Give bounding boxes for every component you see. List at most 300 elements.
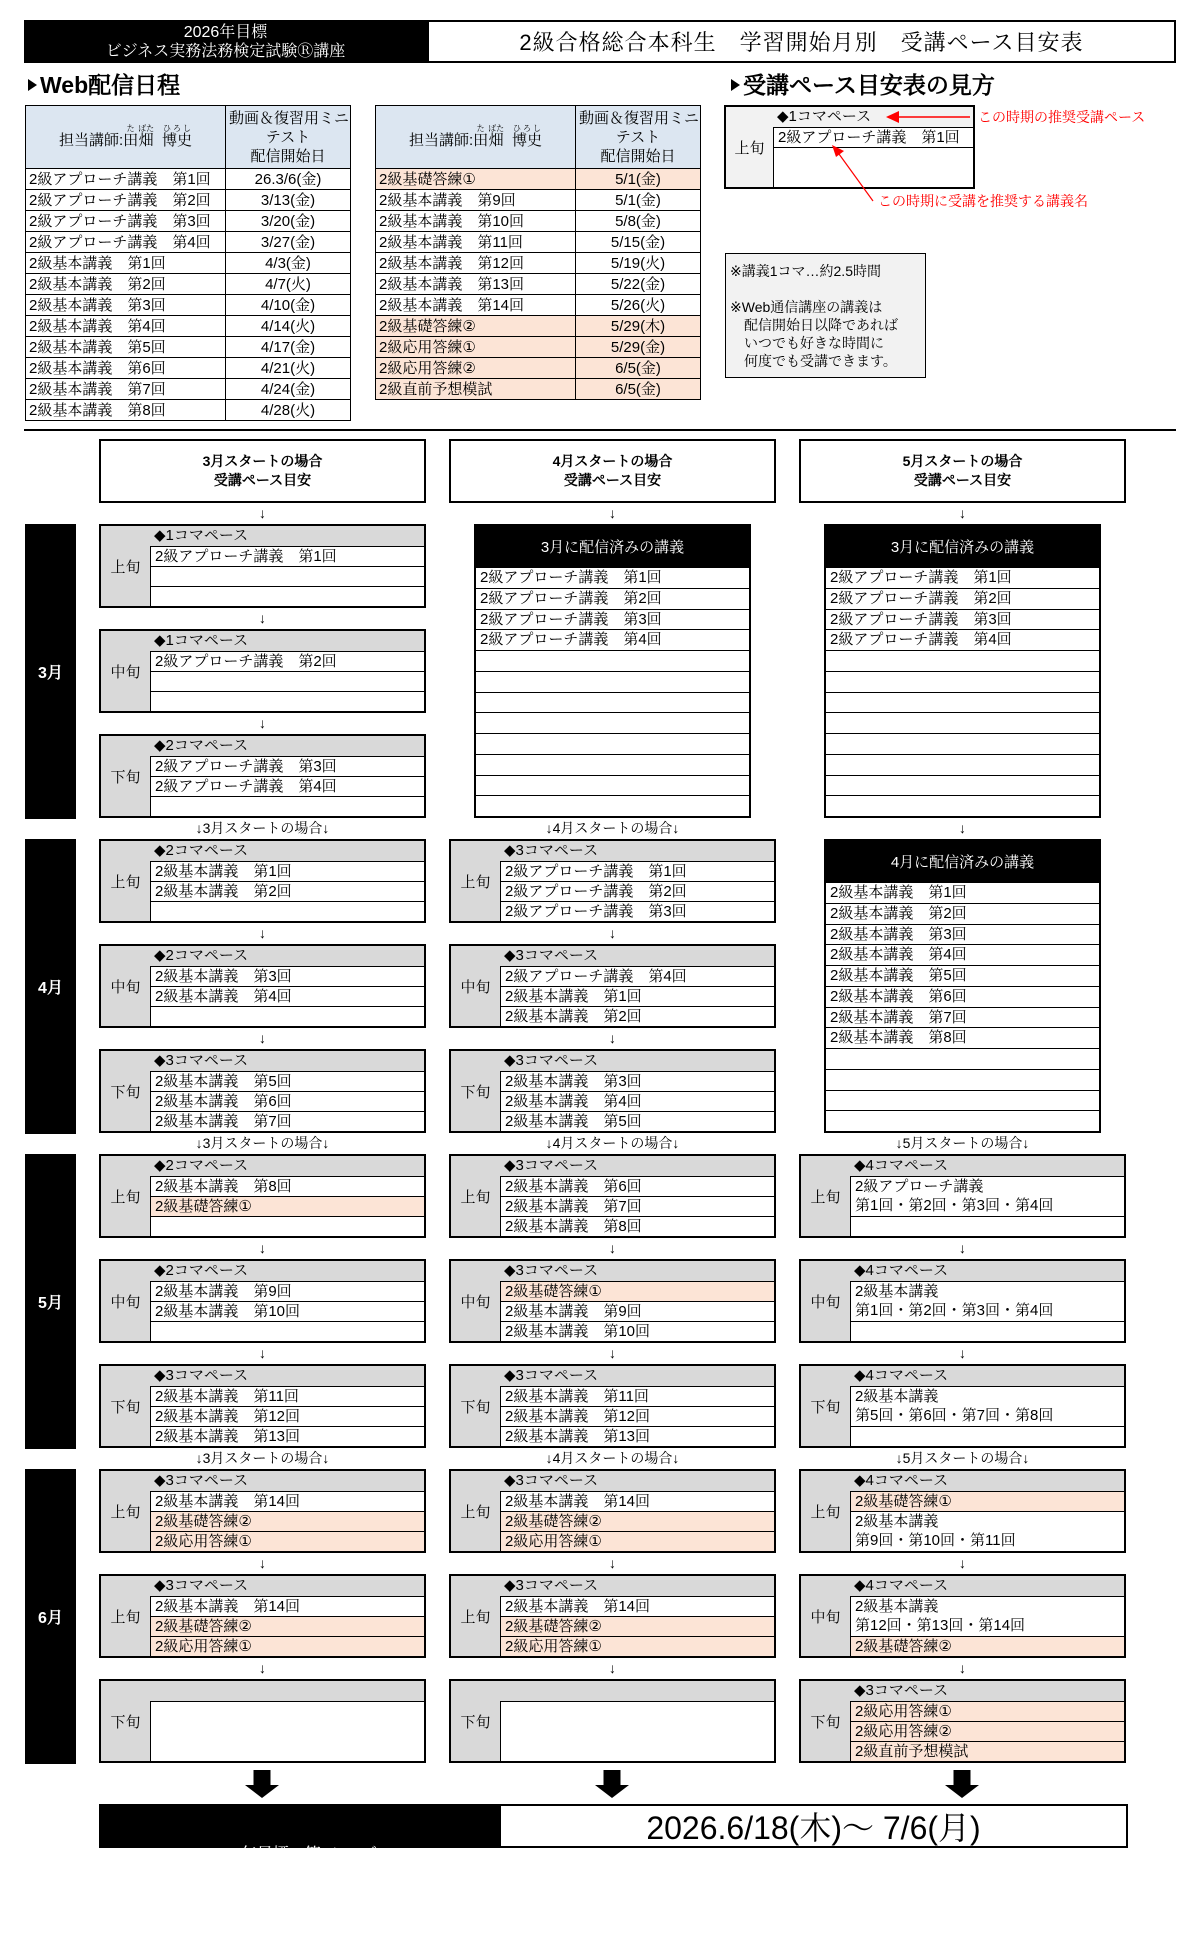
column-header-march-start	[99, 439, 426, 503]
pace-label: ◆3コマペース	[154, 1367, 249, 1384]
empty-row	[826, 1048, 1099, 1069]
drill-row: 2級基礎答練②	[500, 1616, 774, 1636]
empty-row	[150, 586, 424, 606]
plan-b-april	[449, 839, 776, 1154]
period-label: 中旬	[110, 1293, 141, 1311]
lecture-row-multiline	[850, 1386, 1124, 1426]
section-divider	[24, 429, 1176, 431]
delivered-row: 2級基本講義 第3回	[826, 924, 1099, 945]
block-body	[150, 1261, 424, 1341]
pace-label: ◆2コマペース	[154, 1157, 249, 1174]
pace-label: ◆3コマペース	[854, 1682, 949, 1699]
delivered-lectures-box	[824, 524, 1101, 818]
lecture-name: 2級基本講義	[855, 1598, 939, 1615]
drill-row: 2級応用答練①	[500, 1636, 774, 1656]
pace-label: ◆3コマペース	[504, 1052, 599, 1069]
empty-row	[476, 775, 749, 796]
date-cell: 5/19(火)	[576, 253, 701, 274]
schedule-row	[26, 400, 351, 421]
period-label: 中旬	[110, 978, 141, 996]
period-label: 上旬	[110, 1503, 141, 1521]
period-label: 上旬	[110, 1608, 141, 1626]
date-cell: 5/15(金)	[576, 232, 701, 253]
course-badge-line1: 2026年目標	[183, 24, 268, 41]
annotation-pace: この時期の推奨受講ペース	[978, 109, 1146, 125]
pace-block	[449, 1574, 776, 1658]
note-duration: ※講義1コマ…約2.5時間	[730, 263, 881, 279]
pace-block	[99, 1259, 426, 1343]
lecture-row: 2級基本講義 第4回	[150, 986, 424, 1006]
block-body	[150, 946, 424, 1026]
lecture-row-multiline	[850, 1281, 1124, 1321]
period-label: 上旬	[460, 1503, 491, 1521]
pace-block	[449, 1154, 776, 1238]
pace-label: ◆2コマペース	[154, 842, 249, 859]
date-cell: 3/13(金)	[226, 190, 351, 211]
annotation-arrows-icon	[0, 0, 1201, 260]
period-label: 上旬	[110, 873, 141, 891]
plan-c-may	[799, 1154, 1126, 1469]
period-label: 下旬	[810, 1398, 841, 1416]
block-body	[850, 1366, 1124, 1446]
plan-a-april	[99, 839, 426, 1154]
lecture-row: 2級基本講義 第14回	[500, 1596, 774, 1616]
empty-row	[150, 796, 424, 816]
transition-label: ↓3月スタートの場合↓	[195, 1135, 330, 1151]
delivered-lectures-box	[824, 839, 1101, 1133]
empty-row	[150, 671, 424, 691]
name-kanji: 田	[123, 132, 139, 149]
pace-label: ◆3コマペース	[504, 1577, 599, 1594]
date-cell: 3/20(金)	[226, 211, 351, 232]
date-cell: 5/22(金)	[576, 274, 701, 295]
lecture-cell: 2級基本講義 第7回	[26, 379, 226, 400]
down-arrow-icon: ↓	[959, 1345, 966, 1361]
transition-label: ↓5月スタートの場合↓	[895, 1450, 1030, 1466]
delivered-row: 2級アプローチ講義 第1回	[826, 567, 1099, 588]
drill-row: 2級基礎答練②	[850, 1636, 1124, 1656]
lecture-row: 2級基本講義 第12回	[500, 1406, 774, 1426]
lecture-cell: 2級基本講義 第11回	[376, 232, 576, 253]
delivered-title: 3月に配信済みの講義	[826, 526, 1099, 567]
period-label: 中旬	[460, 978, 491, 996]
empty-area	[500, 1701, 774, 1761]
empty-area	[150, 1701, 424, 1761]
transition-label: ↓4月スタートの場合↓	[545, 1135, 680, 1151]
empty-row	[150, 1006, 424, 1026]
column-title: 4月スタートの場合	[552, 453, 673, 469]
lecture-cell: 2級基本講義 第6回	[26, 358, 226, 379]
pace-block	[449, 1469, 776, 1553]
name-kanji: 畑	[488, 132, 505, 149]
transition-label: ↓4月スタートの場合↓	[545, 1450, 680, 1466]
plan-b-march	[449, 524, 776, 839]
empty-row	[476, 754, 749, 775]
lecture-row: 2級基本講義 第9回	[500, 1301, 774, 1321]
web-schedule-title: Web配信日程	[40, 72, 181, 98]
lecture-row: 2級基本講義 第5回	[500, 1111, 774, 1131]
pace-block	[449, 839, 776, 923]
lecture-cell: 2級基礎答練①	[376, 169, 576, 190]
block-body	[500, 1261, 774, 1341]
lecture-name: 2級基本講義	[855, 1388, 939, 1405]
period-label: 上旬	[810, 1503, 841, 1521]
pace-label: ◆3コマペース	[504, 1262, 599, 1279]
down-arrow-icon: ↓	[609, 1240, 616, 1256]
down-arrow-icon: ↓	[259, 925, 266, 941]
empty-row	[826, 1110, 1099, 1131]
lecture-sessions: 第1回・第2回・第3回・第4回	[855, 1302, 1054, 1319]
delivered-row: 2級アプローチ講義 第2回	[476, 588, 749, 609]
exam-label-badge	[99, 1804, 499, 1920]
lecture-row: 2級基本講義 第12回	[150, 1406, 424, 1426]
lecture-row: 2級基本講義 第7回	[500, 1196, 774, 1216]
schedule-row	[26, 379, 351, 400]
column-title: 3月スタートの場合	[202, 453, 323, 469]
empty-row	[826, 754, 1099, 775]
month-bar-june: 6月	[25, 1469, 76, 1764]
pace-label: ◆4コマペース	[854, 1367, 949, 1384]
date-cell: 5/26(火)	[576, 295, 701, 316]
pace-block	[799, 1259, 1126, 1343]
delivered-row: 2級アプローチ講義 第4回	[826, 629, 1099, 650]
lecture-row: 2級基本講義 第8回	[500, 1216, 774, 1236]
period-label: 中旬	[460, 1293, 491, 1311]
down-arrow-icon: ↓	[259, 1555, 266, 1571]
block-body	[150, 1051, 424, 1131]
lecture-row: 2級基本講義 第2回	[150, 881, 424, 901]
period-label: 下旬	[460, 1083, 491, 1101]
note-spacer	[730, 280, 925, 298]
down-arrow-icon: ↓	[959, 1240, 966, 1256]
column-header-may-start	[799, 439, 1126, 503]
lecture-row: 2級基本講義 第10回	[500, 1321, 774, 1341]
lecture-cell: 2級直前予想模試	[376, 379, 576, 400]
pace-label: ◆2コマペース	[154, 947, 249, 964]
lecture-row: 2級基本講義 第10回	[150, 1301, 424, 1321]
block-body	[150, 736, 424, 816]
pace-label: ◆3コマペース	[154, 1472, 249, 1489]
block-body	[500, 1051, 774, 1131]
lecture-row-multiline	[850, 1176, 1124, 1216]
lecture-cell: 2級基本講義 第1回	[26, 253, 226, 274]
note-web-line: 何度でも受講できます。	[744, 353, 897, 369]
delivered-row: 2級基本講義 第6回	[826, 986, 1099, 1007]
column-subtitle: 受講ペース目安	[213, 472, 312, 488]
drill-row: 2級基礎答練①	[500, 1281, 774, 1301]
pace-block	[99, 1154, 426, 1238]
lecture-cell: 2級基本講義 第4回	[26, 316, 226, 337]
empty-row	[150, 691, 424, 711]
pace-block	[99, 1049, 426, 1133]
empty-row	[476, 692, 749, 713]
date-cell: 4/3(金)	[226, 253, 351, 274]
lecture-sessions: 第5回・第6回・第7回・第8回	[855, 1407, 1054, 1424]
name-kanji: 畑	[138, 132, 155, 149]
pace-label	[500, 1681, 774, 1701]
exam-label-line2: ビジネス実務法務検定試験Ⓡ 試験期間	[155, 1903, 443, 1920]
annotation-lecture: この時期に受講を推奨する講義名	[878, 193, 1088, 209]
empty-row	[476, 671, 749, 692]
lecture-sessions: 第12回・第13回・第14回	[855, 1617, 1026, 1634]
plan-a-may	[99, 1154, 426, 1469]
date-header-line: 動画＆復習用ミニ	[579, 109, 700, 127]
block-body	[150, 1366, 424, 1446]
pace-block	[99, 1469, 426, 1553]
pace-block	[799, 1574, 1126, 1658]
lecture-cell: 2級基本講義 第12回	[376, 253, 576, 274]
month-bar-march: 3月	[25, 524, 76, 819]
period-label: 下旬	[810, 1713, 841, 1731]
pace-label: ◆3コマペース	[504, 1472, 599, 1489]
plan-a-june	[99, 1469, 426, 1763]
note-web-line: 配信開始日以降であれば	[744, 317, 898, 333]
column-subtitle: 受講ペース目安	[563, 472, 662, 488]
exam-label-line1: 2026年目標 第1シーズン	[205, 1846, 393, 1863]
lecture-row: 2級基本講義 第14回	[150, 1596, 424, 1616]
pace-label: ◆1コマペース	[154, 632, 249, 649]
block-body	[500, 1366, 774, 1446]
block-body	[500, 1471, 774, 1551]
lecture-row: 2級アプローチ講義 第4回	[150, 776, 424, 796]
lecture-row-multiline	[850, 1596, 1124, 1636]
pace-block	[449, 944, 776, 1028]
name-kanji: 博史	[512, 132, 543, 149]
date-header-line: テスト	[615, 128, 661, 146]
lecture-row: 2級基本講義 第14回	[500, 1491, 774, 1511]
empty-row	[850, 1321, 1124, 1341]
delivered-row: 2級基本講義 第4回	[826, 944, 1099, 965]
pace-label: ◆4コマペース	[854, 1472, 949, 1489]
down-arrow-icon: ↓	[609, 1555, 616, 1571]
month-bar-may: 5月	[25, 1154, 76, 1449]
period-label: 上旬	[460, 1608, 491, 1626]
block-body	[150, 1681, 424, 1761]
block-body	[500, 1156, 774, 1236]
pace-label: ◆3コマペース	[504, 947, 599, 964]
plan-a-march	[99, 524, 426, 839]
drill-row: 2級応用答練①	[500, 1531, 774, 1551]
block-body	[500, 946, 774, 1026]
delivered-title: 3月に配信済みの講義	[476, 526, 749, 567]
date-header-line: 配信開始日	[250, 147, 326, 165]
date-cell: 5/1(金)	[576, 169, 701, 190]
block-body	[850, 1471, 1124, 1551]
column-header-april-start	[449, 439, 776, 503]
block-body	[150, 1471, 424, 1551]
date-cell: 5/8(金)	[576, 211, 701, 232]
date-cell: 4/7(火)	[226, 274, 351, 295]
lecture-row-multiline	[850, 1511, 1124, 1551]
lecture-row: 2級基本講義 第3回	[500, 1071, 774, 1091]
period-label: 下旬	[110, 1398, 141, 1416]
period-label: 下旬	[460, 1398, 491, 1416]
schedule-row-drill	[376, 316, 701, 337]
empty-row	[826, 795, 1099, 816]
lecture-row: 2級アプローチ講義 第3回	[150, 756, 424, 776]
delivered-row: 2級アプローチ講義 第4回	[476, 629, 749, 650]
thick-down-arrow-icon	[245, 1770, 279, 1798]
delivered-row: 2級基本講義 第5回	[826, 965, 1099, 986]
lecture-sessions: 第9回・第10回・第11回	[855, 1532, 1016, 1549]
lecture-cell: 2級アプローチ講義 第1回	[26, 169, 226, 190]
legend-pace-label: ◆1コマペース	[777, 108, 872, 125]
lecture-cell: 2級基本講義 第14回	[376, 295, 576, 316]
lecture-row: 2級アプローチ講義 第1回	[500, 861, 774, 881]
date-cell: 4/17(金)	[226, 337, 351, 358]
transition-label: ↓3月スタートの場合↓	[195, 820, 330, 836]
delivered-row: 2級アプローチ講義 第2回	[826, 588, 1099, 609]
lecture-row: 2級基本講義 第13回	[150, 1426, 424, 1446]
down-arrow-icon: ↓	[959, 820, 966, 836]
plan-c-march	[799, 524, 1126, 839]
pace-label: ◆3コマペース	[504, 1367, 599, 1384]
lecture-row: 2級基本講義 第3回	[150, 966, 424, 986]
empty-row	[150, 1321, 424, 1341]
pace-block	[799, 1679, 1126, 1763]
date-cell: 4/24(金)	[226, 379, 351, 400]
lecture-row: 2級アプローチ講義 第2回	[150, 651, 424, 671]
empty-row	[826, 775, 1099, 796]
empty-row	[826, 733, 1099, 754]
name-ruby: ばた	[138, 124, 155, 133]
period-label: 上旬	[110, 1188, 141, 1206]
pace-block	[449, 1364, 776, 1448]
lecture-cell: 2級アプローチ講義 第2回	[26, 190, 226, 211]
period-label: 上旬	[460, 873, 491, 891]
down-arrow-icon: ↓	[259, 1030, 266, 1046]
transition-label: ↓3月スタートの場合↓	[195, 1450, 330, 1466]
pace-block	[99, 1364, 426, 1448]
date-cell: 4/21(火)	[226, 358, 351, 379]
transition-label: ↓4月スタートの場合↓	[545, 820, 680, 836]
pace-block	[799, 1154, 1126, 1238]
empty-row	[150, 566, 424, 586]
schedule-row-drill	[376, 337, 701, 358]
date-cell: 6/5(金)	[576, 379, 701, 400]
drill-row: 2級基礎答練②	[150, 1511, 424, 1531]
pace-block	[449, 1049, 776, 1133]
down-arrow-icon: ↓	[609, 1345, 616, 1361]
period-label: 中旬	[810, 1608, 841, 1626]
drill-row: 2級応用答練①	[150, 1531, 424, 1551]
name-kanji: 田	[473, 132, 489, 149]
note-web: ※Web通信講座の講義は	[730, 299, 883, 315]
drill-row: 2級直前予想模試	[850, 1741, 1124, 1761]
lecture-cell: 2級応用答練①	[376, 337, 576, 358]
lecture-cell: 2級基本講義 第8回	[26, 400, 226, 421]
date-cell: 5/29(金)	[576, 337, 701, 358]
name-ruby: た	[473, 124, 489, 133]
date-header-line: テスト	[265, 128, 311, 146]
drill-row: 2級応用答練①	[850, 1701, 1124, 1721]
block-body	[500, 1681, 774, 1761]
schedule-row	[26, 358, 351, 379]
pace-label: ◆2コマペース	[154, 737, 249, 754]
lecture-row: 2級基本講義 第2回	[500, 1006, 774, 1026]
plan-b-june	[449, 1469, 776, 1763]
lecture-row: 2級基本講義 第4回	[500, 1091, 774, 1111]
column-subtitle: 受講ペース目安	[913, 472, 1012, 488]
down-arrow-icon: ↓	[259, 1240, 266, 1256]
pace-block	[99, 1574, 426, 1658]
transition-label: ↓5月スタートの場合↓	[895, 1135, 1030, 1151]
pace-label	[150, 1681, 424, 1701]
lecture-cell: 2級基本講義 第13回	[376, 274, 576, 295]
empty-row	[826, 671, 1099, 692]
lecture-cell: 2級アプローチ講義 第3回	[26, 211, 226, 232]
empty-row	[826, 650, 1099, 671]
date-cell: 3/27(金)	[226, 232, 351, 253]
lecture-row: 2級基本講義 第5回	[150, 1071, 424, 1091]
name-ruby: ひろし	[512, 124, 543, 133]
empty-row	[850, 1216, 1124, 1236]
lecture-row: 2級基本講義 第7回	[150, 1111, 424, 1131]
pace-label: ◆2コマペース	[154, 1262, 249, 1279]
drill-row: 2級応用答練①	[150, 1636, 424, 1656]
lecture-row: 2級基本講義 第6回	[500, 1176, 774, 1196]
date-cell: 5/29(木)	[576, 316, 701, 337]
block-body	[850, 1576, 1124, 1656]
pace-label: ◆3コマペース	[504, 842, 599, 859]
name-ruby: ばた	[488, 124, 505, 133]
lecture-cell: 2級基本講義 第5回	[26, 337, 226, 358]
course-badge-line2: ビジネス実務法務検定試験Ⓡ講座	[105, 43, 346, 60]
empty-row	[826, 1090, 1099, 1111]
period-label: 下旬	[110, 1083, 141, 1101]
delivered-row: 2級アプローチ講義 第1回	[476, 567, 749, 588]
pace-block	[99, 629, 426, 713]
pace-label: ◆3コマペース	[504, 1157, 599, 1174]
down-arrow-icon: ↓	[959, 1555, 966, 1571]
lecture-row: 2級基本講義 第13回	[500, 1426, 774, 1446]
lecture-row: 2級アプローチ講義 第1回	[150, 546, 424, 566]
column-title: 5月スタートの場合	[902, 453, 1023, 469]
lecture-name: 2級基本講義	[855, 1283, 939, 1300]
pace-label: ◆1コマペース	[154, 527, 249, 544]
pace-block	[99, 944, 426, 1028]
delivered-row: 2級アプローチ講義 第3回	[476, 609, 749, 630]
page-title: 2級合格総合本科生 学習開始月別 受講ペース目安表	[427, 20, 1176, 63]
period-label: 上旬	[110, 558, 141, 576]
thick-down-arrow-icon	[595, 1770, 629, 1798]
lecture-cell: 2級基本講義 第3回	[26, 295, 226, 316]
empty-row	[850, 1426, 1124, 1446]
period-label: 上旬	[810, 1188, 841, 1206]
down-arrow-icon: ↓	[259, 1345, 266, 1361]
name-kanji: 博史	[162, 132, 193, 149]
lecture-cell: 2級基本講義 第10回	[376, 211, 576, 232]
period-label: 中旬	[110, 663, 141, 681]
schedule-row	[26, 295, 351, 316]
empty-row	[826, 1069, 1099, 1090]
date-cell: 6/5(金)	[576, 358, 701, 379]
down-arrow-icon: ↓	[609, 1030, 616, 1046]
date-cell: 26.3/6(金)	[226, 169, 351, 190]
block-body	[150, 1156, 424, 1236]
lecture-row: 2級アプローチ講義 第2回	[500, 881, 774, 901]
block-body	[500, 1576, 774, 1656]
delivered-row: 2級基本講義 第7回	[826, 1007, 1099, 1028]
pace-label: ◆3コマペース	[154, 1577, 249, 1594]
legend-period-label: 上旬	[734, 139, 765, 157]
pace-block	[99, 734, 426, 818]
down-arrow-icon: ↓	[259, 610, 266, 626]
pace-block	[99, 524, 426, 608]
down-arrow-icon: ↓	[259, 505, 266, 521]
lecture-row: 2級アプローチ講義 第4回	[500, 966, 774, 986]
pace-label: ◆4コマペース	[854, 1577, 949, 1594]
